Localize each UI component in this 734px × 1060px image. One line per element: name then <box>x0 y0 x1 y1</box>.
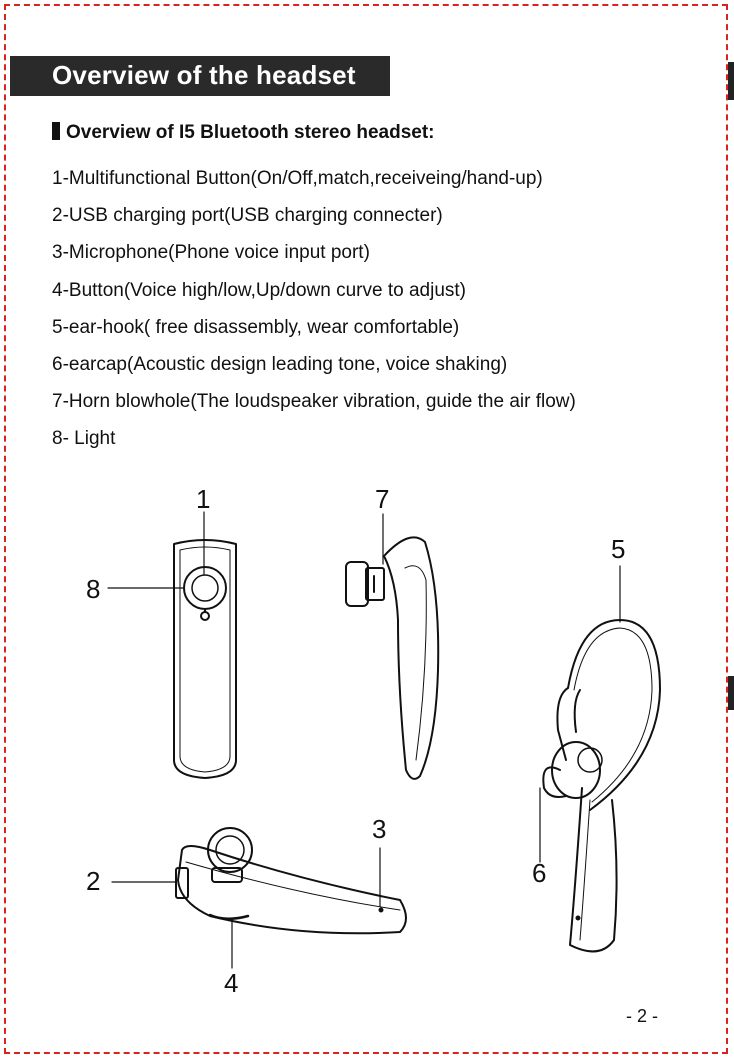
item-1: 1-Multifunctional Button(On/Off,match,receiveing/hand-up) <box>52 168 543 189</box>
callout-4: 4 <box>224 968 239 998</box>
bullet-square-icon <box>52 122 60 140</box>
item-8: 8- Light <box>52 428 116 449</box>
callout-5: 5 <box>611 534 626 564</box>
item-5: 5-ear-hook( free disassembly, wear comfortable) <box>52 317 460 338</box>
section-subtitle-text: Overview of I5 Bluetooth stereo headset: <box>66 122 435 143</box>
headset-front-view <box>174 540 236 778</box>
callout-3: 3 <box>372 814 387 844</box>
callout-6: 6 <box>532 858 547 888</box>
edge-mark-top <box>728 62 734 100</box>
page-number: - 2 - <box>626 1006 659 1026</box>
item-6: 6-earcap(Acoustic design leading tone, voice shaking) <box>52 354 508 375</box>
callout-1: 1 <box>196 484 211 514</box>
callout-2: 2 <box>86 866 101 896</box>
page-title: Overview of the headset <box>52 60 356 90</box>
headset-side-view <box>346 537 438 779</box>
item-3: 3-Microphone(Phone voice input port) <box>52 242 370 263</box>
callout-7: 7 <box>375 484 390 514</box>
callout-8: 8 <box>86 574 101 604</box>
section-subtitle <box>52 122 434 144</box>
item-4: 4-Button(Voice high/low,Up/down curve to adjust) <box>52 280 467 301</box>
item-7: 7-Horn blowhole(The loudspeaker vibration, guide the air flow) <box>52 391 576 412</box>
headset-earhook-view <box>543 620 660 951</box>
item-2: 2-USB charging port(USB charging connecter) <box>52 205 443 226</box>
